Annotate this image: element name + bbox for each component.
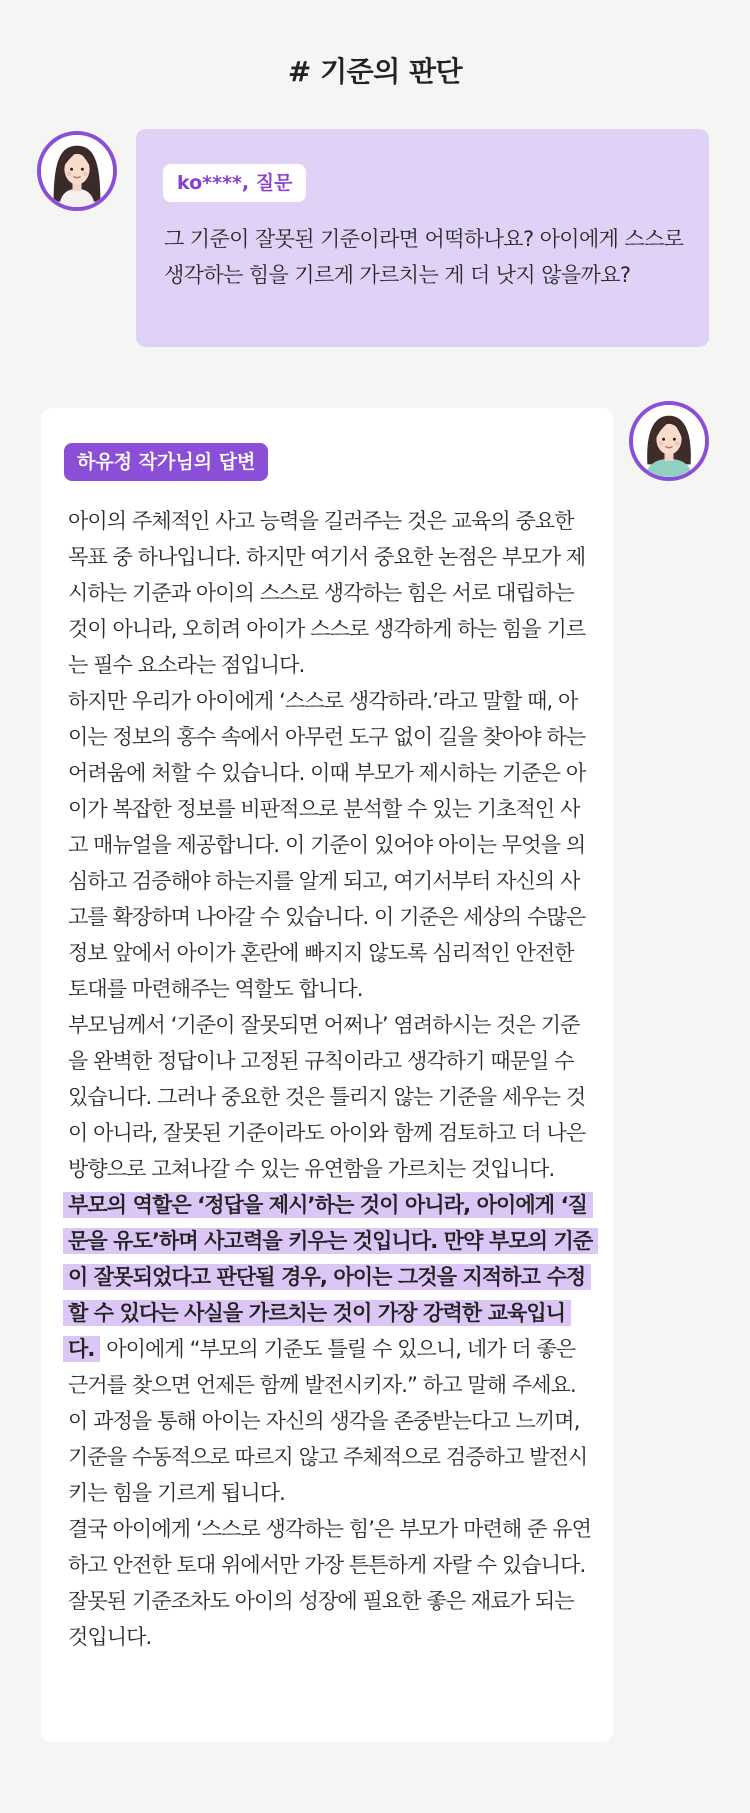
highlighted-text: 부모의 역할은 ‘정답을 제시’하는 것이 아니라, 아이에게 ‘질문을 유도’하며 사고력을 키우는 것입니다. 만약 부모의 기준이 잘못되었다고 판단될 경우, 아이는 그것을 지적하고 수정할 수 있다는 사실을 가르치는 것이 가장 강력한 교육입니다. xyxy=(63,1192,598,1362)
answer-paragraph: 결국 아이에게 ‘스스로 생각하는 힘’은 부모가 마련해 준 유연하고 안전한 토대 위에서만 가장 튼튼하게 자랄 수 있습니다. 잘못된 기준조차도 아이의 성장에 필요한 좋은 재료가 되는 것입니다. xyxy=(68,1517,592,1649)
answer-body xyxy=(68,503,593,1655)
page-title: # 기준의 판단 xyxy=(287,55,463,88)
questioner-avatar-icon xyxy=(37,131,117,211)
question-text: 그 기준이 잘못된 기준이라면 어떡하나요? 아이에게 스스로 생각하는 힘을 기르게 가르치는 게 더 낫지 않을까요? xyxy=(164,227,684,287)
answer-card xyxy=(41,408,613,1742)
answer-paragraph xyxy=(68,1187,593,1511)
answerer-label: 하유정 작가님의 답변 xyxy=(64,443,268,481)
answerer-avatar-icon xyxy=(629,401,709,481)
answer-paragraph: 아이의 주체적인 사고 능력을 길러주는 것은 교육의 중요한 목표 중 하나입니다. 하지만 여기서 중요한 논점은 부모가 제시하는 기준과 아이의 스스로 생각하는 힘은 서로 대립하는 것이 아니라, 오히려 아이가 스스로 생각하게 하는 힘을 기르는 필수 요소라는 점입니다. xyxy=(68,509,586,677)
questioner-label: ko****, 질문 xyxy=(163,164,306,202)
answer-paragraph: 부모님께서 ‘기준이 잘못되면 어쩌나’ 염려하시는 것은 기준을 완벽한 정답이나 고정된 규칙이라고 생각하기 때문일 수 있습니다. 그러나 중요한 것은 틀리지 않는 기준을 세우는 것이 아니라, 잘못된 기준이라도 아이와 함께 검토하고 더 나은 방향으로 고쳐나갈 수 있는 유연함을 가르치는 것입니다. xyxy=(68,1013,586,1181)
answer-paragraph: 하지만 우리가 아이에게 ‘스스로 생각하라.’라고 말할 때, 아이는 정보의 홍수 속에서 아무런 도구 없이 길을 찾아야 하는 어려움에 처할 수 있습니다. 이때 부모가 제시하는 기준은 아이가 복잡한 정보를 비판적으로 분석할 수 있는 기초적인 사고 매뉴얼을 제공합니다. 이 기준이 있어야 아이는 무엇을 의심하고 검증해야 하는지를 알게 되고, 여기서부터 자신의 사고를 확장하며 나아갈 수 있습니다. 이 기준은 세상의 수많은 정보 앞에서 아이가 혼란에 빠지지 않도록 심리적인 안전한 토대를 마련해주는 역할도 합니다. xyxy=(68,689,586,1001)
answer-text: 아이에게 “부모의 기준도 틀릴 수 있으니, 네가 더 좋은 근거를 찾으면 언제든 함께 발전시키자.” 하고 말해 주세요. 이 과정을 통해 아이는 자신의 생각을 존중받는다고 느끼며, 기준을 수동적으로 따르지 않고 주체적으로 검증하고 발전시키는 힘을 기르게 됩니다. xyxy=(68,1337,588,1505)
question-card xyxy=(136,129,709,347)
